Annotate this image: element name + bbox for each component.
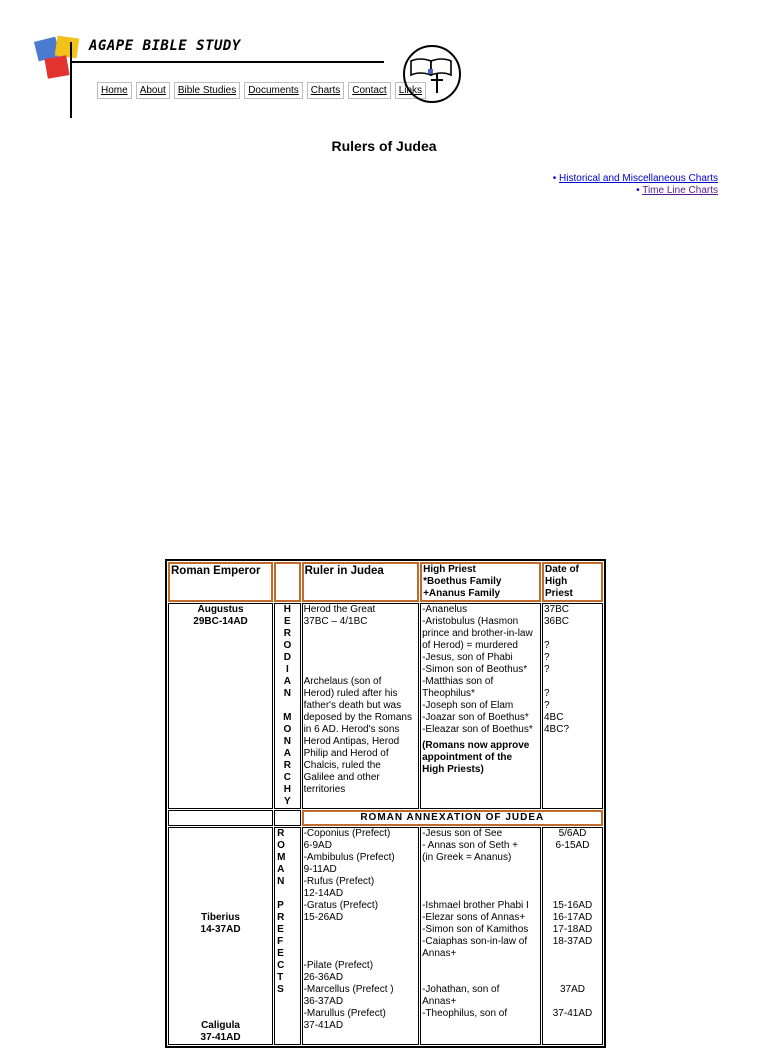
site-logo[interactable] [34, 35, 84, 81]
date-line [544, 864, 601, 876]
date-line [544, 888, 601, 900]
annexation-blank [274, 810, 301, 826]
priest-line: -Joseph son of Elam [422, 700, 514, 711]
ruler-line [304, 936, 418, 948]
date-line [544, 628, 601, 640]
date-line: 36BC [543, 616, 569, 627]
herodian-priests-cell [420, 603, 541, 809]
priest-line [422, 888, 539, 900]
vertical-letter: F [277, 936, 284, 947]
ruler-line: Chalcis, ruled the [303, 760, 381, 771]
ruler-line: -Coponius (Prefect) [303, 828, 391, 839]
prefects-row [168, 827, 603, 1045]
vertical-letters [276, 828, 299, 996]
related-links [553, 173, 718, 197]
priest-line [422, 972, 539, 984]
site-title[interactable]: AGAPE BIBLE STUDY [89, 38, 241, 54]
priest-note-line: appointment of the [422, 752, 513, 763]
header-date-line: High [544, 576, 568, 587]
priest-line: -Simon son of Kamithos [422, 924, 529, 935]
emperor-name: Caligula [201, 1020, 240, 1031]
priest-lines [422, 828, 539, 1032]
ruler-line: territories [303, 784, 346, 795]
ruler-line: 37BC – 4/1BC [303, 616, 368, 627]
priest-note [422, 740, 539, 776]
ruler-line: Herod the Great [303, 604, 376, 615]
page-title: Rulers of Judea [331, 138, 437, 154]
priest-line: -Aristobulus (Hasmon [422, 616, 519, 627]
priest-line: - Annas son of Seth + [422, 840, 518, 851]
date-line: ? [543, 640, 550, 651]
priest-note-line: (Romans now approve [422, 740, 530, 751]
priest-line [422, 1020, 539, 1032]
priest-note-line: High Priests) [422, 764, 484, 775]
vertical-letter: T [277, 972, 284, 983]
nav-charts[interactable]: Charts [307, 82, 344, 99]
historical-charts-link[interactable]: Historical and Miscellaneous Charts [559, 173, 718, 184]
priest-line: -Jesus son of See [422, 828, 503, 839]
logo-red-square [44, 55, 69, 79]
link-bullet: • [552, 173, 560, 184]
ruler-line: -Ambibulus (Prefect) [303, 852, 395, 863]
ruler-line: -Rufus (Prefect) [303, 876, 375, 887]
priest-line: -Johathan, son of [422, 984, 500, 995]
date-line: 15-16AD [552, 900, 593, 911]
vertical-letter: C [277, 960, 285, 971]
priest-line: -Joazar son of Boethus* [422, 712, 529, 723]
nav-links[interactable]: Links [395, 82, 426, 99]
prefect-priests-cell [420, 827, 541, 1045]
herodian-dates-cell [542, 603, 603, 809]
vertical-letter: R [277, 828, 285, 839]
vertical-letter: N [283, 688, 291, 699]
vertical-letter: M [277, 852, 286, 863]
date-lines [544, 828, 601, 1032]
priest-line: -Eleazar son of Boethus* [422, 724, 533, 735]
bible-cross-emblem-icon [403, 45, 461, 103]
vertical-letter: E [277, 924, 284, 935]
ruler-line: Archelaus (son of [303, 676, 382, 687]
priest-line: -Jesus, son of Phabi [422, 652, 513, 663]
vertical-letter: N [277, 876, 285, 887]
date-line: 16-17AD [552, 912, 593, 923]
header-priest-line: +Ananus Family [423, 588, 501, 599]
date-line [544, 876, 601, 888]
ruler-line: -Pilate (Prefect) [303, 960, 374, 971]
date-line: 4BC [543, 712, 564, 723]
ruler-line: 36-37AD [303, 996, 344, 1007]
ruler-line: 6-9AD [303, 840, 332, 851]
vertical-letter: Y [283, 796, 291, 807]
date-lines [544, 604, 601, 736]
nav-about[interactable]: About [136, 82, 170, 99]
priest-line: (in Greek = Ananus) [422, 852, 512, 863]
header-horizontal-rule [72, 61, 384, 63]
link-bullet: • [636, 185, 643, 196]
priest-line: -Matthias son of [422, 676, 494, 687]
vertical-letter: S [277, 984, 284, 995]
vertical-letter: A [277, 864, 285, 875]
ruler-lines [304, 828, 418, 1032]
main-nav [97, 82, 426, 99]
prefect-dates-cell [542, 827, 603, 1045]
priest-line: prince and brother-in-law [422, 628, 533, 639]
emperor-years: 37-41AD [200, 1032, 241, 1043]
date-line: ? [543, 700, 550, 711]
annexation-label: ROMAN ANNEXATION OF JUDEA [302, 810, 603, 826]
priest-line: Theophilus* [422, 688, 475, 699]
vertical-letter: H [283, 604, 291, 615]
vertical-letter: E [283, 616, 291, 627]
emperor-cell [168, 827, 273, 1045]
nav-documents[interactable]: Documents [244, 82, 303, 99]
emperor-years: 29BC-14AD [193, 616, 248, 627]
date-line: 6-15AD [555, 840, 590, 851]
ruler-line: 37-41AD [303, 1020, 344, 1031]
annexation-blank [168, 810, 273, 826]
herodian-rulers-cell [302, 603, 420, 809]
header-date [542, 562, 603, 602]
priest-line [422, 876, 539, 888]
priest-line [422, 864, 539, 876]
prefect-rulers-cell [302, 827, 420, 1045]
priest-lines [422, 604, 539, 736]
header-blank [274, 562, 301, 602]
date-line [544, 948, 601, 960]
ruler-lines [304, 676, 418, 796]
ruler-line: Herod) ruled after his [303, 688, 398, 699]
vertical-gap [276, 888, 277, 900]
nav-bible-studies[interactable]: Bible Studies [174, 82, 240, 99]
header-emperor: Roman Emperor [168, 562, 273, 602]
priest-line: of Herod) = murdered [422, 640, 518, 651]
related-link-item [553, 173, 718, 185]
vertical-letter: A [283, 748, 291, 759]
ruler-line [304, 924, 418, 936]
herodian-row [168, 603, 603, 809]
ruler-line: -Marullus (Prefect) [303, 1008, 386, 1019]
ruler-line: Galilee and other [303, 772, 380, 783]
ruler-line: in 6 AD. Herod's sons [303, 724, 400, 735]
ruler-line: 15-26AD [303, 912, 344, 923]
vertical-letter: I [285, 664, 289, 675]
date-line [544, 676, 601, 688]
priest-line: Annas+ [422, 948, 457, 959]
emperor-cell [168, 603, 273, 809]
header-vertical-rule [70, 42, 72, 118]
ruler-line: father's death but was [303, 700, 402, 711]
header-date-line: Date of [544, 564, 579, 575]
emperor-name: Tiberius [201, 912, 240, 923]
logo-yellow-square [55, 36, 80, 59]
date-line: 37BC [543, 604, 569, 615]
rulers-table [165, 559, 606, 1048]
vertical-letter: R [283, 628, 291, 639]
vertical-letter: C [283, 772, 291, 783]
priest-line [422, 960, 539, 972]
priest-line: Annas+ [422, 996, 457, 1007]
priest-line: -Simon son of Beothus* [422, 664, 528, 675]
emperor-name: Augustus [197, 604, 244, 615]
vertical-letter: H [283, 784, 291, 795]
ruler-line: deposed by the Romans [303, 712, 412, 723]
vertical-letter: P [277, 900, 284, 911]
ruler-line: 9-11AD [303, 864, 337, 875]
ruler-line: 12-14AD [303, 888, 344, 899]
date-line: 37AD [559, 984, 585, 995]
ruler-line [304, 948, 418, 960]
header-priest-line: *Boethus Family [423, 576, 502, 587]
table-header-row [168, 562, 603, 602]
timeline-charts-link[interactable]: Time Line Charts [642, 185, 718, 196]
vertical-letter: R [277, 912, 285, 923]
ruler-line: Philip and Herod of [303, 748, 389, 759]
vertical-letter: O [283, 724, 292, 735]
date-line [544, 960, 601, 972]
vertical-letter: M [283, 712, 292, 723]
date-line [544, 1020, 601, 1032]
annexation-row [168, 810, 603, 826]
priest-line: -Elezar sons of Annas+ [422, 912, 526, 923]
date-line: ? [543, 688, 550, 699]
herodian-monarchy-vertical [274, 603, 301, 809]
vertical-letter: R [283, 760, 291, 771]
nav-contact[interactable]: Contact [348, 82, 390, 99]
priest-line: -Ishmael brother Phabi I [422, 900, 529, 911]
date-line: 37-41AD [552, 1008, 593, 1019]
vertical-letter: A [283, 676, 291, 687]
vertical-letter: E [277, 948, 284, 959]
date-line: 18-37AD [552, 936, 593, 947]
priest-line: -Caiaphas son-in-law of [422, 936, 528, 947]
date-line: ? [543, 652, 550, 663]
priest-line: -Theophilus, son of [422, 1008, 508, 1019]
priest-line: -Ananelus [422, 604, 468, 615]
ruler-gap [304, 628, 418, 676]
vertical-letter: O [283, 640, 292, 651]
date-line: 17-18AD [552, 924, 593, 935]
roman-prefects-vertical [274, 827, 301, 1045]
date-line [544, 852, 601, 864]
header-priest-line: High Priest [423, 564, 476, 575]
emperor-years: 14-37AD [200, 924, 241, 935]
vertical-letter: D [283, 652, 291, 663]
nav-home[interactable]: Home [97, 82, 132, 99]
vertical-letter: O [277, 840, 285, 851]
vertical-letter: N [283, 736, 291, 747]
date-line: 4BC? [543, 724, 569, 735]
ruler-line: 26-36AD [303, 972, 344, 983]
emperor-gap [170, 936, 271, 1020]
date-line: ? [543, 664, 550, 675]
date-line [544, 996, 601, 1008]
ruler-line: Herod Antipas, Herod [303, 736, 400, 747]
vertical-letters [276, 604, 299, 808]
header-date-line: Priest [544, 588, 573, 599]
header-priest [420, 562, 541, 602]
ruler-line: -Gratus (Prefect) [303, 900, 379, 911]
emperor-gap [170, 828, 271, 912]
date-line [544, 972, 601, 984]
header-ruler: Ruler in Judea [302, 562, 420, 602]
related-link-item [553, 185, 718, 197]
ruler-lines [304, 604, 418, 628]
ruler-line: -Marcellus (Prefect ) [303, 984, 394, 995]
date-line: 5/6AD [558, 828, 587, 839]
